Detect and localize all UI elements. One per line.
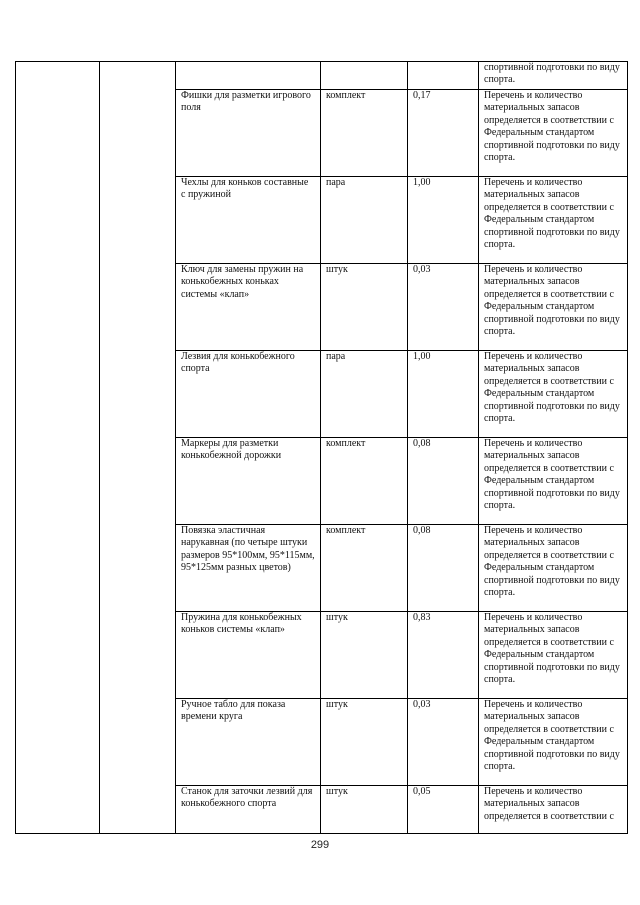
quantity-cell: 0,03 (408, 264, 479, 351)
note-cell: Перечень и количество материальных запасов определяется в соответствии с (479, 786, 628, 834)
unit-cell: комплект (321, 90, 408, 177)
equipment-name: Ручное табло для показа времени круга (176, 699, 321, 786)
unit-cell: штук (321, 786, 408, 834)
quantity-cell: 1,00 (408, 177, 479, 264)
note-cell: Перечень и количество материальных запасов определяется в соответствии с Федеральным стандартом спортивной подготовки по виду спорта. (479, 90, 628, 177)
note-cell: Перечень и количество материальных запасов определяется в соответствии с Федеральным стандартом спортивной подготовки по виду спорта. (479, 612, 628, 699)
equipment-name: Лезвия для конькобежного спорта (176, 351, 321, 438)
unit-cell: комплект (321, 525, 408, 612)
equipment-name (176, 62, 321, 90)
merged-cell-col1 (16, 62, 100, 834)
equipment-name: Пружина для конькобежных коньков системы «клап» (176, 612, 321, 699)
equipment-table (15, 61, 628, 834)
note-cell: Перечень и количество материальных запасов определяется в соответствии с Федеральным стандартом спортивной подготовки по виду спорта. (479, 438, 628, 525)
quantity-cell: 0,17 (408, 90, 479, 177)
quantity-cell: 0,08 (408, 525, 479, 612)
note-cell: Перечень и количество материальных запасов определяется в соответствии с Федеральным стандартом спортивной подготовки по виду спорта. (479, 177, 628, 264)
equipment-name: Фишки для разметки игрового поля (176, 90, 321, 177)
unit-cell: штук (321, 264, 408, 351)
equipment-name: Станок для заточки лезвий для конькобежного спорта (176, 786, 321, 834)
unit-cell: штук (321, 612, 408, 699)
equipment-name: Маркеры для разметки конькобежной дорожки (176, 438, 321, 525)
note-cell: Перечень и количество материальных запасов определяется в соответствии с Федеральным стандартом спортивной подготовки по виду спорта. (479, 264, 628, 351)
unit-cell: комплект (321, 438, 408, 525)
quantity-cell (408, 62, 479, 90)
quantity-cell: 0,05 (408, 786, 479, 834)
quantity-cell: 0,83 (408, 612, 479, 699)
equipment-table-body (16, 62, 628, 834)
unit-cell: штук (321, 699, 408, 786)
quantity-cell: 0,03 (408, 699, 479, 786)
equipment-name: Ключ для замены пружин на конькобежных коньках системы «клап» (176, 264, 321, 351)
note-cell: спортивной подготовки по виду спорта. (479, 62, 628, 90)
unit-cell: пара (321, 177, 408, 264)
equipment-name: Повязка эластичная нарукавная (по четыре штуки размеров 95*100мм, 95*115мм, 95*125мм разных цветов) (176, 525, 321, 612)
note-cell: Перечень и количество материальных запасов определяется в соответствии с Федеральным стандартом спортивной подготовки по виду спорта. (479, 351, 628, 438)
unit-cell (321, 62, 408, 90)
note-cell: Перечень и количество материальных запасов определяется в соответствии с Федеральным стандартом спортивной подготовки по виду спорта. (479, 699, 628, 786)
merged-cell-col2 (100, 62, 176, 834)
equipment-name: Чехлы для коньков составные с пружиной (176, 177, 321, 264)
quantity-cell: 0,08 (408, 438, 479, 525)
table-row-continued (16, 62, 628, 90)
quantity-cell: 1,00 (408, 351, 479, 438)
unit-cell: пара (321, 351, 408, 438)
page-number: 299 (310, 839, 330, 851)
note-cell: Перечень и количество материальных запасов определяется в соответствии с Федеральным стандартом спортивной подготовки по виду спорта. (479, 525, 628, 612)
